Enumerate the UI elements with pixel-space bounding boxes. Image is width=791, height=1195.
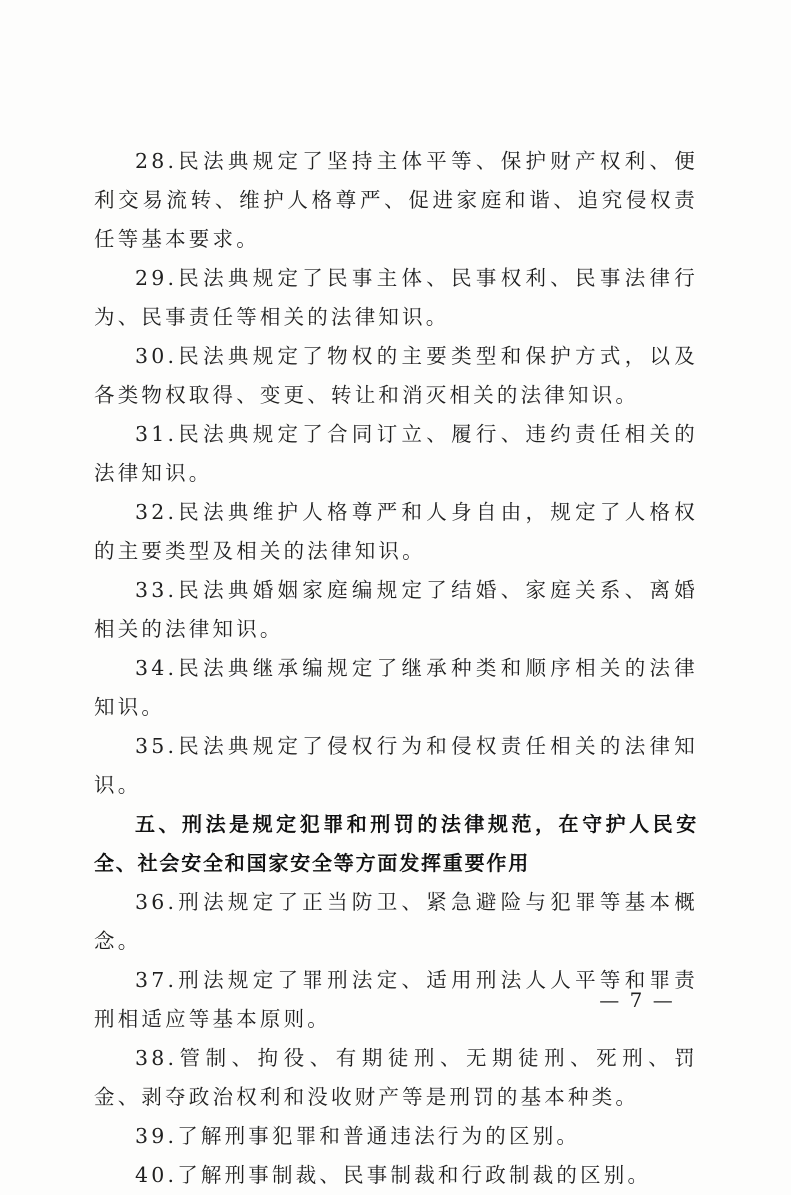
item-text: 民法典规定了合同订立、履行、违约责任相关的法律知识。 bbox=[94, 422, 698, 485]
item-text: 民法典继承编规定了继承种类和顺序相关的法律知识。 bbox=[94, 656, 698, 719]
item-number: 33. bbox=[135, 578, 178, 602]
item-number: 32. bbox=[135, 500, 178, 524]
paragraph-39 bbox=[94, 1117, 698, 1156]
item-number: 40. bbox=[135, 1163, 178, 1187]
item-text: 刑法规定了罪刑法定、适用刑法人人平等和罪责刑相适应等基本原则。 bbox=[94, 968, 698, 1031]
paragraph-31 bbox=[94, 415, 698, 493]
item-number: 37. bbox=[135, 968, 178, 992]
page-number: — 7 — bbox=[599, 988, 675, 1012]
item-number: 31. bbox=[135, 422, 178, 446]
section-heading: 五、刑法是规定犯罪和刑罚的法律规范，在守护人民安全、社会安全和国家安全等方面发挥重要作用 bbox=[94, 812, 698, 875]
item-number: 30. bbox=[135, 344, 178, 368]
item-number: 35. bbox=[135, 734, 178, 758]
paragraph-29 bbox=[94, 259, 698, 337]
item-text: 了解刑事犯罪和普通违法行为的区别。 bbox=[177, 1124, 581, 1148]
item-text: 民法典婚姻家庭编规定了结婚、家庭关系、离婚相关的法律知识。 bbox=[94, 578, 698, 641]
item-text: 民法典规定了坚持主体平等、保护财产权利、便利交易流转、维护人格尊严、促进家庭和谐、追究侵权责任等基本要求。 bbox=[94, 149, 698, 251]
paragraph-30 bbox=[94, 337, 698, 415]
paragraph-35 bbox=[94, 727, 698, 805]
document-body bbox=[94, 142, 698, 1195]
item-text: 民法典维护人格尊严和人身自由，规定了人格权的主要类型及相关的法律知识。 bbox=[94, 500, 698, 563]
paragraph-36 bbox=[94, 883, 698, 961]
item-number: 28. bbox=[135, 149, 178, 173]
item-text: 民法典规定了侵权行为和侵权责任相关的法律知识。 bbox=[94, 734, 698, 797]
paragraph-33 bbox=[94, 571, 698, 649]
item-number: 39. bbox=[135, 1124, 178, 1148]
item-number: 34. bbox=[135, 656, 178, 680]
item-text: 民法典规定了民事主体、民事权利、民事法律行为、民事责任等相关的法律知识。 bbox=[94, 266, 698, 329]
paragraph-38 bbox=[94, 1039, 698, 1117]
paragraph-34 bbox=[94, 649, 698, 727]
item-number: 36. bbox=[135, 890, 178, 914]
item-number: 29. bbox=[135, 266, 178, 290]
item-text: 民法典规定了物权的主要类型和保护方式，以及各类物权取得、变更、转让和消灭相关的法律知识。 bbox=[94, 344, 698, 407]
item-text: 管制、拘役、有期徒刑、无期徒刑、死刑、罚金、剥夺政治权利和没收财产等是刑罚的基本种类。 bbox=[94, 1046, 698, 1109]
item-text: 刑法规定了正当防卫、紧急避险与犯罪等基本概念。 bbox=[94, 890, 698, 953]
paragraph-32 bbox=[94, 493, 698, 571]
item-number: 38. bbox=[135, 1046, 178, 1070]
item-text: 了解刑事制裁、民事制裁和行政制裁的区别。 bbox=[177, 1163, 652, 1187]
paragraph-40 bbox=[94, 1156, 698, 1195]
paragraph-28 bbox=[94, 142, 698, 259]
